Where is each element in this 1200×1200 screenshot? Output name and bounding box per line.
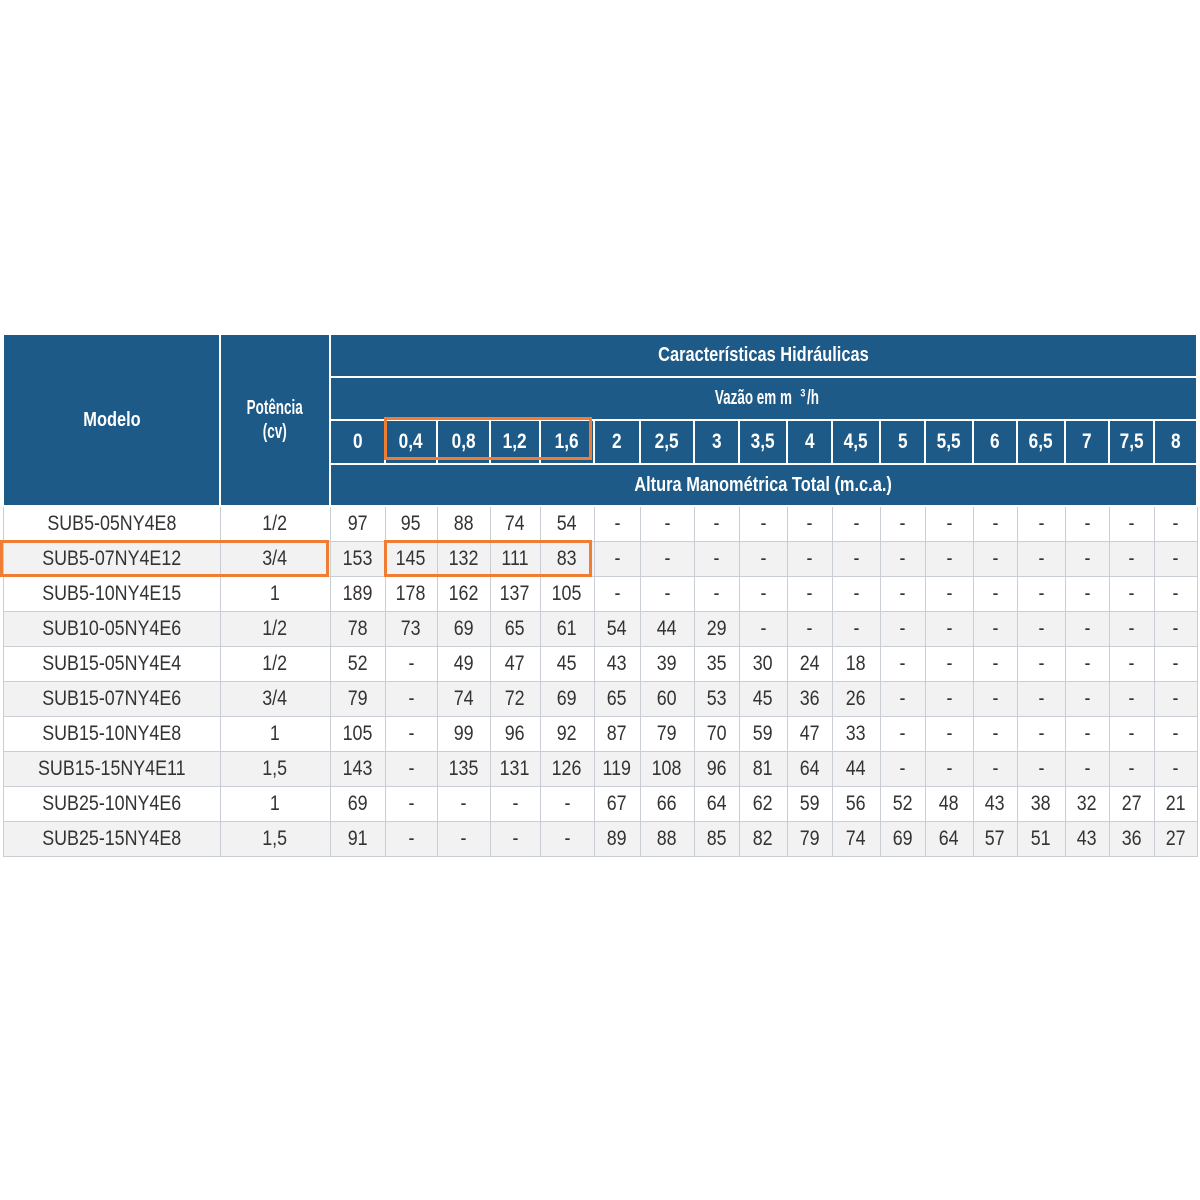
head-value-cell: 54	[540, 506, 594, 542]
head-value-cell: 36	[787, 682, 832, 717]
table-row	[3, 717, 1197, 752]
head-value-cell: 99	[437, 717, 490, 752]
header-altura: Altura Manométrica Total (m.c.a.)	[330, 464, 1197, 506]
head-value-cell: 92	[540, 717, 594, 752]
head-value-cell: -	[973, 717, 1017, 752]
flow-header-cell: 5	[880, 420, 925, 464]
head-value-cell: 47	[787, 717, 832, 752]
head-value-cell: -	[540, 787, 594, 822]
head-value-cell: -	[1154, 682, 1197, 717]
head-value-cell: 79	[787, 822, 832, 857]
flow-header-cell: 5,5	[925, 420, 973, 464]
head-value-cell: 74	[832, 822, 880, 857]
head-value-cell: -	[787, 542, 832, 577]
head-value-cell: 26	[832, 682, 880, 717]
head-value-cell: 64	[787, 752, 832, 787]
head-value-cell: -	[880, 542, 925, 577]
head-value-cell: -	[739, 506, 787, 542]
head-value-cell: 162	[437, 577, 490, 612]
head-value-cell: 27	[1154, 822, 1197, 857]
head-value-cell: -	[385, 787, 437, 822]
head-value-cell: 108	[640, 752, 694, 787]
head-value-cell: -	[973, 506, 1017, 542]
head-value-cell: 69	[330, 787, 385, 822]
head-value-cell: 51	[1017, 822, 1065, 857]
head-value-cell: 69	[437, 612, 490, 647]
flow-header-cell: 4,5	[832, 420, 880, 464]
head-value-cell: -	[1017, 682, 1065, 717]
head-value-cell: 74	[437, 682, 490, 717]
head-value-cell: -	[832, 612, 880, 647]
head-value-cell: -	[1065, 612, 1109, 647]
head-value-cell: 61	[540, 612, 594, 647]
power-cell: 1/2	[220, 647, 330, 682]
head-value-cell: -	[1109, 577, 1154, 612]
flow-header-cell: 0,4	[385, 420, 437, 464]
head-value-cell: 29	[694, 612, 739, 647]
head-value-cell: 66	[640, 787, 694, 822]
head-value-cell: -	[385, 822, 437, 857]
model-cell: SUB25-15NY4E8	[3, 822, 220, 857]
head-value-cell: -	[880, 647, 925, 682]
head-value-cell: -	[925, 612, 973, 647]
head-value-cell: 38	[1017, 787, 1065, 822]
flow-header-cell: 2,5	[640, 420, 694, 464]
head-value-cell: 132	[437, 542, 490, 577]
table-header	[3, 334, 1197, 506]
head-value-cell: -	[832, 542, 880, 577]
head-value-cell: 189	[330, 577, 385, 612]
head-value-cell: -	[490, 787, 540, 822]
head-value-cell: 97	[330, 506, 385, 542]
head-value-cell: -	[880, 717, 925, 752]
head-value-cell: 67	[594, 787, 640, 822]
head-value-cell: -	[1109, 647, 1154, 682]
head-value-cell: 87	[594, 717, 640, 752]
head-value-cell: 88	[640, 822, 694, 857]
head-value-cell: 91	[330, 822, 385, 857]
head-value-cell: 44	[640, 612, 694, 647]
table-row	[3, 752, 1197, 787]
pump-performance-table-container	[2, 333, 1198, 857]
head-value-cell: -	[832, 577, 880, 612]
head-value-cell: -	[437, 787, 490, 822]
flow-header-cell: 6	[973, 420, 1017, 464]
power-cell: 1	[220, 577, 330, 612]
head-value-cell: -	[640, 506, 694, 542]
head-value-cell: -	[385, 717, 437, 752]
flow-header-cell: 7,5	[1109, 420, 1154, 464]
head-value-cell: -	[1065, 542, 1109, 577]
head-value-cell: 49	[437, 647, 490, 682]
head-value-cell: -	[1109, 752, 1154, 787]
head-value-cell: -	[1017, 717, 1065, 752]
table-row	[3, 647, 1197, 682]
head-value-cell: 43	[973, 787, 1017, 822]
head-value-cell: -	[694, 506, 739, 542]
head-value-cell: 56	[832, 787, 880, 822]
head-value-cell: -	[880, 682, 925, 717]
head-value-cell: 57	[973, 822, 1017, 857]
head-value-cell: -	[1065, 752, 1109, 787]
head-value-cell: -	[973, 542, 1017, 577]
model-cell: SUB5-10NY4E15	[3, 577, 220, 612]
head-value-cell: 52	[330, 647, 385, 682]
table-row	[3, 682, 1197, 717]
head-value-cell: 65	[490, 612, 540, 647]
head-value-cell: -	[925, 647, 973, 682]
head-value-cell: 69	[880, 822, 925, 857]
head-value-cell: -	[385, 752, 437, 787]
head-value-cell: -	[1017, 577, 1065, 612]
head-value-cell: 72	[490, 682, 540, 717]
table-body	[3, 506, 1197, 857]
head-value-cell: 178	[385, 577, 437, 612]
table-row	[3, 787, 1197, 822]
head-value-cell: -	[640, 542, 694, 577]
head-value-cell: 96	[490, 717, 540, 752]
model-cell: SUB5-07NY4E12	[3, 542, 220, 577]
head-value-cell: 33	[832, 717, 880, 752]
head-value-cell: -	[385, 647, 437, 682]
head-value-cell: -	[1154, 647, 1197, 682]
power-cell: 1,5	[220, 752, 330, 787]
head-value-cell: 74	[490, 506, 540, 542]
head-value-cell: 111	[490, 542, 540, 577]
head-value-cell: -	[880, 577, 925, 612]
header-potencia: Potência (cv)	[220, 334, 330, 506]
head-value-cell: 153	[330, 542, 385, 577]
head-value-cell: -	[1154, 577, 1197, 612]
head-value-cell: 105	[540, 577, 594, 612]
head-value-cell: 135	[437, 752, 490, 787]
model-cell: SUB15-07NY4E6	[3, 682, 220, 717]
head-value-cell: 47	[490, 647, 540, 682]
table-row	[3, 822, 1197, 857]
head-value-cell: -	[787, 506, 832, 542]
header-caracteristicas: Características Hidráulicas	[330, 334, 1197, 377]
head-value-cell: 131	[490, 752, 540, 787]
head-value-cell: -	[1109, 542, 1154, 577]
head-value-cell: -	[1065, 682, 1109, 717]
head-value-cell: 82	[739, 822, 787, 857]
head-value-cell: 119	[594, 752, 640, 787]
flow-header-cell: 1,2	[490, 420, 540, 464]
head-value-cell: -	[594, 506, 640, 542]
flow-header-cell: 0	[330, 420, 385, 464]
head-value-cell: -	[1154, 506, 1197, 542]
head-value-cell: 60	[640, 682, 694, 717]
head-value-cell: 30	[739, 647, 787, 682]
head-value-cell: -	[540, 822, 594, 857]
head-value-cell: -	[694, 542, 739, 577]
head-value-cell: -	[1109, 612, 1154, 647]
head-value-cell: -	[925, 542, 973, 577]
head-value-cell: 81	[739, 752, 787, 787]
head-value-cell: 45	[739, 682, 787, 717]
head-value-cell: 145	[385, 542, 437, 577]
head-value-cell: 88	[437, 506, 490, 542]
head-value-cell: -	[1154, 752, 1197, 787]
head-value-cell: -	[1017, 647, 1065, 682]
head-value-cell: -	[973, 647, 1017, 682]
power-cell: 1	[220, 717, 330, 752]
pump-performance-table	[2, 333, 1198, 857]
head-value-cell: 45	[540, 647, 594, 682]
table-row	[3, 542, 1197, 577]
flow-header-cell: 3	[694, 420, 739, 464]
head-value-cell: -	[694, 577, 739, 612]
header-vazao: Vazão em m $^3$/h	[330, 377, 1197, 420]
head-value-cell: -	[832, 506, 880, 542]
flow-header-cell: 3,5	[739, 420, 787, 464]
head-value-cell: 24	[787, 647, 832, 682]
head-value-cell: 143	[330, 752, 385, 787]
power-cell: 1,5	[220, 822, 330, 857]
head-value-cell: 73	[385, 612, 437, 647]
head-value-cell: 48	[925, 787, 973, 822]
head-value-cell: -	[973, 682, 1017, 717]
head-value-cell: 52	[880, 787, 925, 822]
head-value-cell: -	[1154, 542, 1197, 577]
head-value-cell: 53	[694, 682, 739, 717]
flow-header-cell: 4	[787, 420, 832, 464]
head-value-cell: 105	[330, 717, 385, 752]
power-cell: 3/4	[220, 682, 330, 717]
head-value-cell: 89	[594, 822, 640, 857]
head-value-cell: -	[739, 612, 787, 647]
head-value-cell: 32	[1065, 787, 1109, 822]
head-value-cell: -	[1017, 542, 1065, 577]
head-value-cell: -	[739, 542, 787, 577]
head-value-cell: -	[787, 577, 832, 612]
head-value-cell: -	[925, 682, 973, 717]
head-value-cell: 21	[1154, 787, 1197, 822]
power-cell: 3/4	[220, 542, 330, 577]
power-cell: 1/2	[220, 612, 330, 647]
head-value-cell: 59	[787, 787, 832, 822]
head-value-cell: -	[880, 752, 925, 787]
head-value-cell: 44	[832, 752, 880, 787]
flow-header-cell: 1,6	[540, 420, 594, 464]
model-cell: SUB15-15NY4E11	[3, 752, 220, 787]
head-value-cell: 137	[490, 577, 540, 612]
head-value-cell: -	[925, 506, 973, 542]
head-value-cell: -	[385, 682, 437, 717]
head-value-cell: -	[1109, 682, 1154, 717]
model-cell: SUB15-05NY4E4	[3, 647, 220, 682]
head-value-cell: 65	[594, 682, 640, 717]
head-value-cell: -	[973, 752, 1017, 787]
table-row	[3, 612, 1197, 647]
head-value-cell: -	[1017, 752, 1065, 787]
head-value-cell: 62	[739, 787, 787, 822]
head-value-cell: -	[594, 577, 640, 612]
head-value-cell: 126	[540, 752, 594, 787]
head-value-cell: 69	[540, 682, 594, 717]
flow-header-cell: 6,5	[1017, 420, 1065, 464]
head-value-cell: -	[1109, 717, 1154, 752]
head-value-cell: -	[1065, 647, 1109, 682]
header-modelo: Modelo	[3, 334, 220, 506]
head-value-cell: 95	[385, 506, 437, 542]
head-value-cell: 43	[594, 647, 640, 682]
flow-header-cell: 2	[594, 420, 640, 464]
flow-header-cell: 0,8	[437, 420, 490, 464]
head-value-cell: 39	[640, 647, 694, 682]
head-value-cell: 18	[832, 647, 880, 682]
model-cell: SUB10-05NY4E6	[3, 612, 220, 647]
head-value-cell: -	[1154, 717, 1197, 752]
flow-header-cell: 7	[1065, 420, 1109, 464]
head-value-cell: 64	[925, 822, 973, 857]
head-value-cell: -	[973, 577, 1017, 612]
head-value-cell: -	[925, 717, 973, 752]
head-value-cell: -	[880, 612, 925, 647]
head-value-cell: 78	[330, 612, 385, 647]
head-value-cell: -	[640, 577, 694, 612]
head-value-cell: 36	[1109, 822, 1154, 857]
head-value-cell: -	[739, 577, 787, 612]
power-cell: 1/2	[220, 506, 330, 542]
head-value-cell: -	[787, 612, 832, 647]
head-value-cell: 79	[640, 717, 694, 752]
head-value-cell: -	[1065, 717, 1109, 752]
head-value-cell: 96	[694, 752, 739, 787]
head-value-cell: 85	[694, 822, 739, 857]
head-value-cell: -	[1154, 612, 1197, 647]
model-cell: SUB15-10NY4E8	[3, 717, 220, 752]
model-cell: SUB25-10NY4E6	[3, 787, 220, 822]
head-value-cell: -	[594, 542, 640, 577]
model-cell: SUB5-05NY4E8	[3, 506, 220, 542]
head-value-cell: -	[925, 752, 973, 787]
head-value-cell: -	[973, 612, 1017, 647]
head-value-cell: 79	[330, 682, 385, 717]
head-value-cell: 27	[1109, 787, 1154, 822]
power-cell: 1	[220, 787, 330, 822]
head-value-cell: -	[1065, 506, 1109, 542]
head-value-cell: -	[1065, 577, 1109, 612]
head-value-cell: -	[1109, 506, 1154, 542]
head-value-cell: -	[1017, 506, 1065, 542]
flow-header-cell: 8	[1154, 420, 1197, 464]
head-value-cell: -	[880, 506, 925, 542]
head-value-cell: -	[437, 822, 490, 857]
head-value-cell: 43	[1065, 822, 1109, 857]
head-value-cell: -	[925, 577, 973, 612]
head-value-cell: 54	[594, 612, 640, 647]
head-value-cell: 70	[694, 717, 739, 752]
table-row	[3, 577, 1197, 612]
head-value-cell: 35	[694, 647, 739, 682]
head-value-cell: 59	[739, 717, 787, 752]
head-value-cell: 64	[694, 787, 739, 822]
head-value-cell: -	[1017, 612, 1065, 647]
table-row	[3, 506, 1197, 542]
head-value-cell: -	[490, 822, 540, 857]
head-value-cell: 83	[540, 542, 594, 577]
